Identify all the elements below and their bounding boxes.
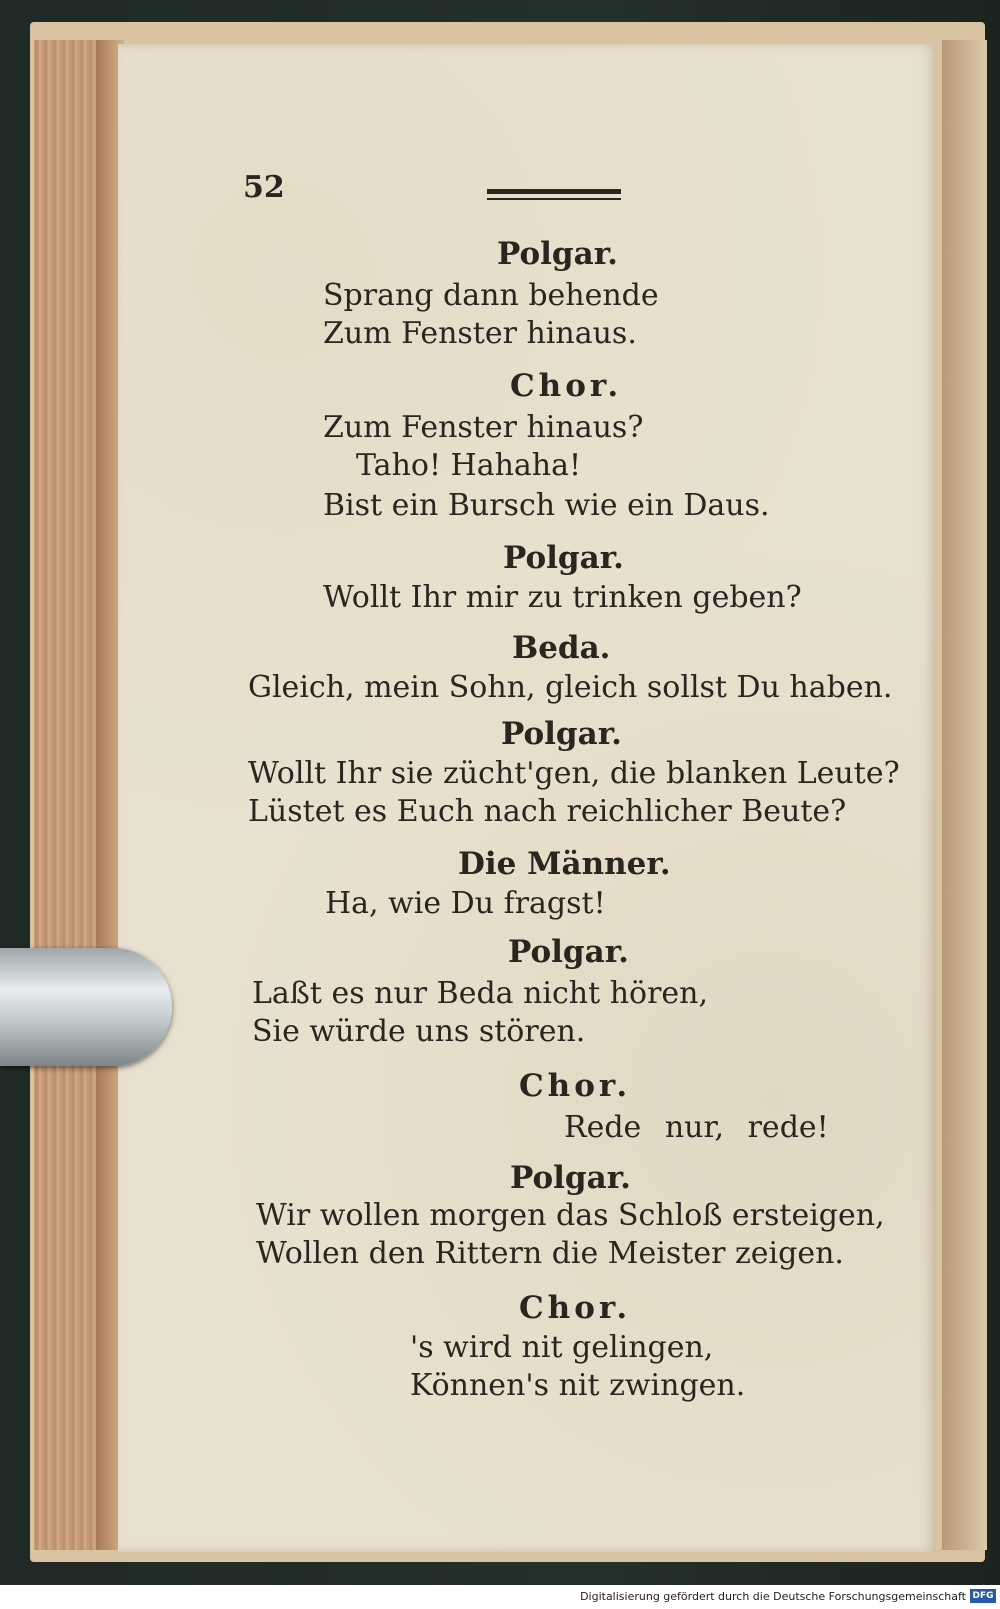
speaker-line: Polgar. <box>503 540 624 576</box>
facing-page-edge <box>942 40 987 1550</box>
speaker-line: Polgar. <box>497 236 618 272</box>
verse-line: Zum Fenster hinaus? <box>323 410 644 445</box>
page-number: 52 <box>243 170 285 205</box>
verse-line: Gleich, mein Sohn, gleich sollst Du haben. <box>248 670 893 705</box>
speaker-line: Chor. <box>510 368 623 404</box>
speaker-line: Polgar. <box>508 934 629 970</box>
page-holder-clip <box>0 948 172 1066</box>
footer-credit: Digitalisierung gefördert durch die Deutsche Forschungsgemeinschaft <box>580 1590 966 1603</box>
verse-line: Sprang dann behende <box>323 278 659 313</box>
speaker-line: Beda. <box>512 630 611 666</box>
verse-line: Laßt es nur Beda nicht hören, <box>252 976 709 1011</box>
dfg-logo: DFG <box>970 1589 996 1603</box>
speaker-line: Chor. <box>519 1290 632 1326</box>
verse-line: Wir wollen morgen das Schloß ersteigen, <box>256 1198 885 1233</box>
verse-line: Wollt Ihr mir zu trinken geben? <box>323 580 802 615</box>
speaker-line: Polgar. <box>510 1160 631 1196</box>
verse-line: 's wird nit gelingen, <box>410 1330 714 1365</box>
verse-line: Ha, wie Du fragst! <box>325 886 606 921</box>
header-rule <box>487 189 621 203</box>
verse-line: Sie würde uns stören. <box>252 1014 586 1049</box>
verse-line: Können's nit zwingen. <box>410 1368 746 1403</box>
speaker-line: Chor. <box>519 1068 632 1104</box>
verse-line: Zum Fenster hinaus. <box>323 316 637 351</box>
verse-line: Lüstet es Euch nach reichlicher Beute? <box>248 794 847 829</box>
verse-line: Taho! Hahaha! <box>356 448 582 483</box>
verse-line: Bist ein Bursch wie ein Daus. <box>323 488 770 523</box>
speaker-line: Die Männer. <box>458 846 671 882</box>
verse-line: Rede nur, rede! <box>564 1110 829 1145</box>
page-edges <box>34 40 104 1550</box>
verse-line: Wollt Ihr sie zücht'gen, die blanken Leute? <box>248 756 900 791</box>
speaker-line: Polgar. <box>501 716 622 752</box>
verse-line: Wollen den Rittern die Meister zeigen. <box>256 1236 844 1271</box>
